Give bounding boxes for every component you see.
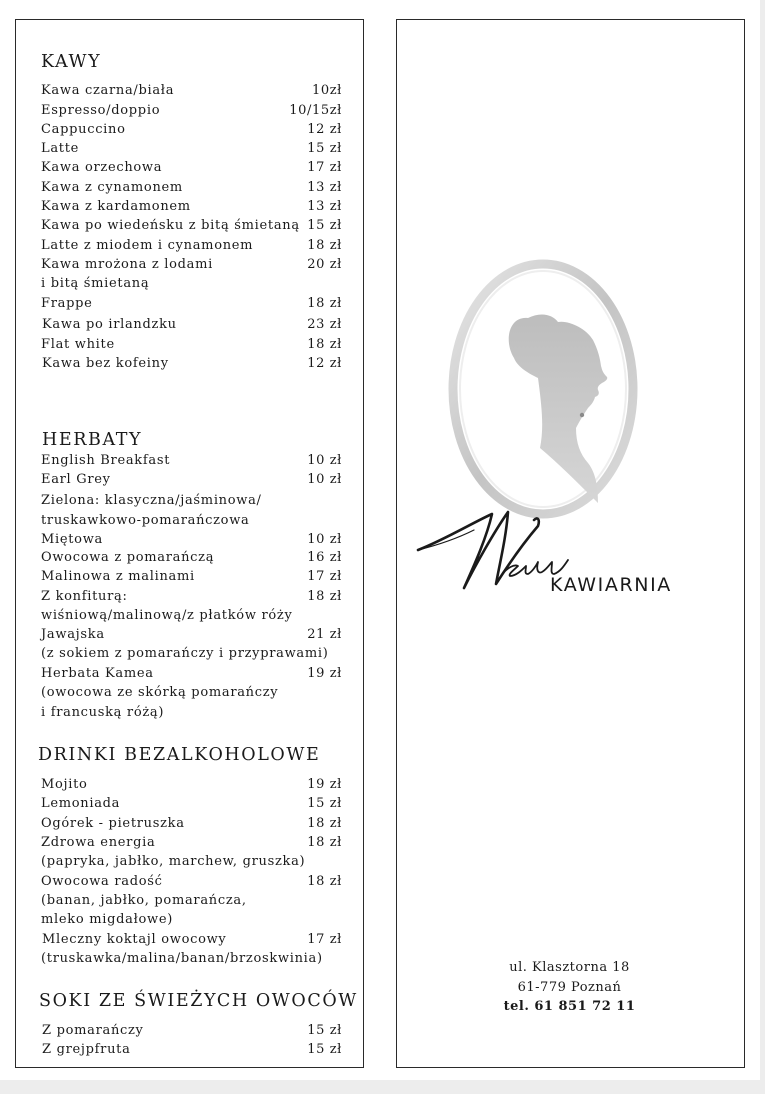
menu-item-price: 15 zł — [307, 1023, 342, 1038]
menu-item-name: Miętowa — [41, 532, 103, 547]
menu-item-name: Z konfiturą: — [41, 589, 128, 604]
menu-item-price: 18 zł — [307, 835, 342, 850]
menu-item-name: Z pomarańczy — [42, 1023, 144, 1038]
address-street: ul. Klasztorna 18 — [509, 960, 630, 975]
menu-item-name: Earl Grey — [41, 472, 111, 487]
cafe-brand-name: KAWIARNIA — [550, 574, 672, 596]
menu-item-price: 12 zł — [307, 122, 342, 137]
menu-item-price: 18 zł — [307, 589, 342, 604]
menu-item-price: 19 zł — [307, 777, 342, 792]
menu-item-price: 20 zł — [307, 257, 342, 272]
menu-item-name: truskawkowo-pomarańczowa — [41, 513, 250, 528]
menu-item-price: 18 zł — [307, 816, 342, 831]
menu-item-price: 15 zł — [307, 796, 342, 811]
menu-item-name: Kawa po wiedeńsku z bitą śmietaną — [41, 218, 300, 233]
menu-item-name: Kawa bez kofeiny — [42, 356, 169, 371]
menu-item-name: Latte — [41, 141, 80, 156]
menu-item-price: 12 zł — [307, 356, 342, 371]
menu-item-price: 18 zł — [307, 238, 342, 253]
menu-item-name: Mleczny koktajl owocowy — [42, 932, 227, 947]
menu-item-price: 23 zł — [307, 317, 342, 332]
menu-item-name: (papryka, jabłko, marchew, gruszka) — [41, 854, 306, 869]
menu-item-name: Z grejpfruta — [42, 1042, 131, 1057]
menu-item-name: wiśniową/malinową/z płatków róży — [41, 608, 293, 623]
menu-item-name: Kawa czarna/biała — [41, 83, 175, 98]
menu-item-name: Owocowa radość — [41, 874, 163, 889]
menu-item-name: Kawa po irlandzku — [42, 317, 177, 332]
menu-item-price: 17 zł — [307, 160, 342, 175]
menu-item-name: i bitą śmietaną — [41, 276, 150, 291]
menu-item-price: 16 zł — [307, 550, 342, 565]
menu-item-price: 17 zł — [307, 569, 342, 584]
menu-item-name: Zdrowa energia — [41, 835, 156, 850]
menu-item-name: (z sokiem z pomarańczy i przyprawami) — [41, 646, 329, 661]
menu-item-name: (owocowa ze skórką pomarańczy — [41, 685, 279, 700]
svg-text:Menu: Menu — [414, 500, 417, 501]
address-city: 61-779 Poznań — [517, 980, 622, 995]
menu-item-price: 19 zł — [307, 666, 342, 681]
menu-item-name: Lemoniada — [41, 796, 121, 811]
menu-item-price: 18 zł — [307, 874, 342, 889]
menu-item-name: Mojito — [41, 777, 88, 792]
menu-item-price: 15 zł — [307, 1042, 342, 1057]
menu-item-name: Flat white — [41, 337, 115, 352]
menu-item-name: (banan, jabłko, pomarańcza, — [41, 893, 247, 908]
menu-item-price: 18 zł — [307, 296, 342, 311]
phone-number: tel. 61 851 72 11 — [503, 999, 636, 1014]
menu-item-price: 10/15zł — [289, 103, 342, 118]
menu-item-name: Kawa mrożona z lodami — [41, 257, 213, 272]
menu-item-price: 13 zł — [307, 199, 342, 214]
menu-item-name: Espresso/doppio — [41, 103, 161, 118]
menu-item-name: Malinowa z malinami — [41, 569, 195, 584]
menu-item-name: i francuską różą) — [41, 705, 165, 720]
section-title: DRINKI BEZALKOHOLOWE — [38, 745, 321, 765]
menu-item-price: 13 zł — [307, 180, 342, 195]
menu-item-price: 10 zł — [307, 472, 342, 487]
menu-item-name: Kawa z kardamonem — [41, 199, 191, 214]
menu-item-name: Owocowa z pomarańczą — [41, 550, 215, 565]
menu-item-name: Zielona: klasyczna/jaśminowa/ — [41, 493, 262, 508]
menu-item-price: 10zł — [311, 83, 342, 98]
menu-item-name: Ogórek - pietruszka — [41, 816, 185, 831]
menu-item-price: 15 zł — [307, 141, 342, 156]
menu-item-name: (truskawka/malina/banan/brzoskwinia) — [41, 951, 323, 966]
menu-item-name: Cappuccino — [41, 122, 126, 137]
menu-item-name: Herbata Kamea — [41, 666, 154, 681]
menu-item-name: Jawajska — [41, 627, 105, 642]
menu-item-name: English Breakfast — [41, 453, 171, 468]
menu-item-name: Kawa orzechowa — [41, 160, 163, 175]
menu-item-price: 10 zł — [307, 453, 342, 468]
menu-item-name: mleko migdałowe) — [41, 912, 174, 927]
menu-item-price: 18 zł — [307, 337, 342, 352]
menu-item-price: 17 zł — [307, 932, 342, 947]
menu-item-name: Kawa z cynamonem — [41, 180, 183, 195]
menu-item-name: Latte z miodem i cynamonem — [41, 238, 254, 253]
section-title: SOKI ZE ŚWIEŻYCH OWOCÓW — [39, 991, 358, 1011]
woman-silhouette-cameo-icon — [448, 258, 638, 520]
section-title: KAWY — [41, 52, 102, 72]
menu-item-price: 10 zł — [307, 532, 342, 547]
menu-item-price: 21 zł — [307, 627, 342, 642]
section-title: HERBATY — [42, 430, 143, 450]
menu-item-name: Frappe — [41, 296, 93, 311]
menu-item-price: 15 zł — [307, 218, 342, 233]
